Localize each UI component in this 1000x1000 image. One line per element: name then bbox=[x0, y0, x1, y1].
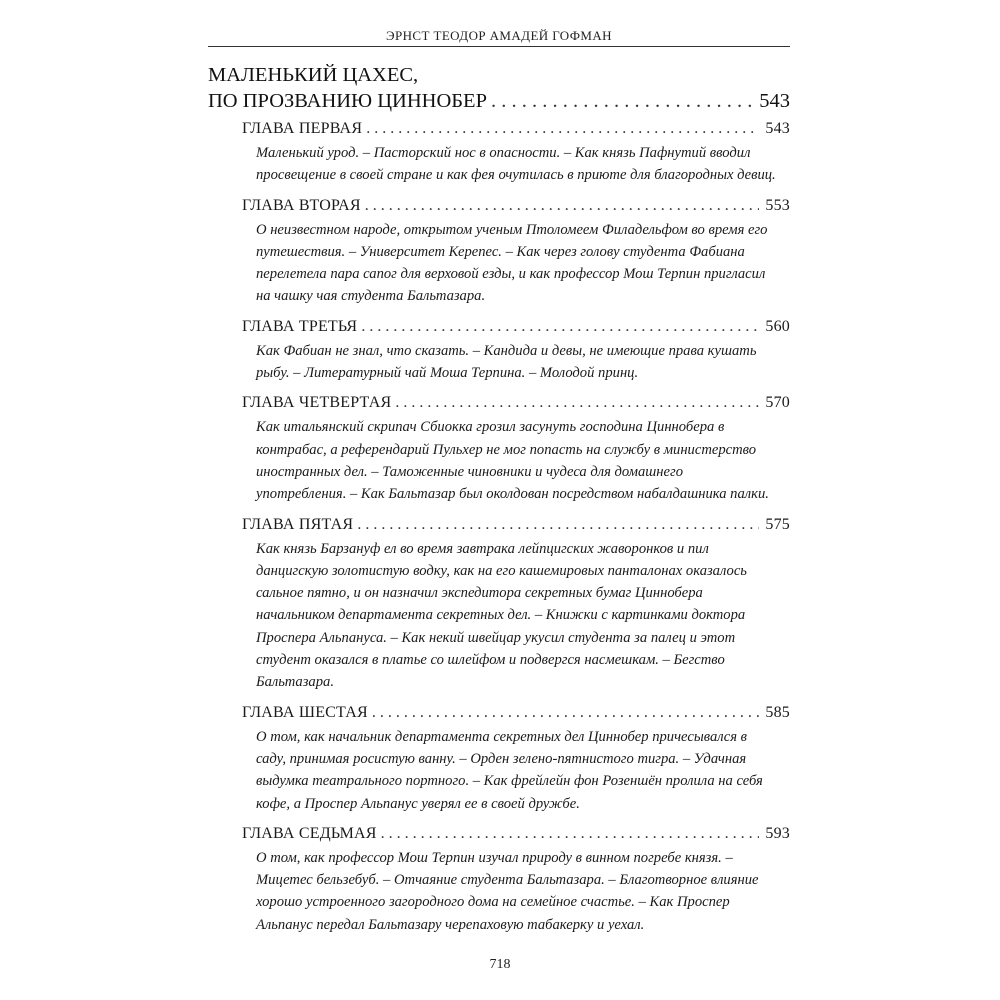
chapter-heading: ГЛАВА СЕДЬМАЯ bbox=[242, 824, 377, 842]
chapter-heading: ГЛАВА ПЕРВАЯ bbox=[242, 120, 363, 137]
work-page-number: 543 bbox=[759, 90, 790, 112]
dot-leader bbox=[365, 195, 760, 217]
chapter-heading: ГЛАВА ПЯТАЯ bbox=[242, 515, 354, 533]
dot-leader bbox=[357, 514, 759, 536]
page-number: 718 bbox=[489, 957, 511, 972]
chapter-description: О том, как профессор Мош Терпин изучал природу в винном погребе князя. – Мицетес бельзебуб. – Отчаяние студента Бальтазара. – Благотворное влияние хорошо устроенного загородного дома на семейное счастье. – Как Проспер Альпанус передал Бальтазару черепаховую табакерку и уехал. bbox=[256, 849, 759, 933]
chapter-entry bbox=[242, 195, 790, 308]
chapter-page-number: 560 bbox=[765, 317, 790, 335]
chapter-description: Как князь Барзануф ел во время завтрака лейпцигских жаворонков и пил данцигскую золотистую водку, как на его кашемировых панталонах оказалось сальное пятно, и он назначил экспедитора секретных бумаг Циннобера начальником департамента секретных дел. – Книжки с картинками доктора Проспера Альпануса. – Как некий швейцар укусил студента за палец и этот студент оказался в платье со шлейфом и подвергся насмешкам. – Бегство Бальтазара. bbox=[256, 540, 747, 691]
dot-leader bbox=[395, 392, 759, 414]
chapter-heading-row[interactable] bbox=[242, 702, 790, 724]
chapter-page-number: 543 bbox=[765, 120, 790, 137]
chapter-heading-row[interactable] bbox=[242, 118, 790, 140]
chapter-page-number: 585 bbox=[765, 703, 790, 721]
dot-leader bbox=[366, 118, 759, 140]
running-head: ЭРНСТ ТЕОДОР АМАДЕЙ ГОФМАН bbox=[386, 28, 612, 43]
chapter-heading-row[interactable] bbox=[242, 195, 790, 217]
dot-leader bbox=[491, 88, 753, 114]
chapter-entry bbox=[242, 392, 790, 505]
chapter-list bbox=[242, 118, 790, 936]
chapter-page-number: 575 bbox=[765, 515, 790, 533]
chapter-entry bbox=[242, 702, 790, 815]
chapter-description: Как Фабиан не знал, что сказать. – Кандида и девы, не имеющие права кушать рыбу. – Литературный чай Моша Терпина. – Молодой принц. bbox=[256, 342, 757, 382]
chapter-description: Маленький урод. – Пасторский нос в опасности. – Как князь Пафнутий вводил просвещение в своей стране и как фея очутилась в приюте для благородных девиц. bbox=[256, 145, 776, 184]
dot-leader bbox=[361, 316, 759, 338]
work-title-line-2: ПО ПРОЗВАНИЮ ЦИННОБЕР bbox=[208, 90, 487, 112]
chapter-description: О неизвестном народе, открытом ученым Птоломеем Филадельфом во время его путешествия. – Университет Керепес. – Как через голову студента Фабиана перелетела пара сапог для верховой езды, и как профессор Мош Терпин пригласил на чашку чая студента Бальтазара. bbox=[256, 221, 768, 305]
header-rule bbox=[208, 46, 790, 47]
chapter-heading-row[interactable] bbox=[242, 316, 790, 338]
chapter-heading: ГЛАВА ТРЕТЬЯ bbox=[242, 317, 358, 335]
chapter-page-number: 593 bbox=[765, 824, 790, 842]
chapter-page-number: 570 bbox=[765, 394, 790, 412]
work-title-entry[interactable] bbox=[208, 62, 790, 114]
chapter-heading: ГЛАВА ЧЕТВЕРТАЯ bbox=[242, 394, 392, 412]
chapter-heading-row[interactable] bbox=[242, 823, 790, 845]
chapter-description: Как итальянский скрипач Сбиокка грозил засунуть господина Циннобера в контрабас, а референдарий Пульхер не мог попасть на службу в министерство иностранных дел. – Таможенные чиновники и чудеса для домашнего употребления. – Как Бальтазар был околдован посредством набалдашника палки. bbox=[256, 419, 769, 503]
chapter-heading: ГЛАВА ВТОРАЯ bbox=[242, 196, 361, 214]
chapter-description: О том, как начальник департамента секретных дел Циннобер причесывался в саду, принимая росистую ванну. – Орден зелено-пятнистого тигра. – Удачная выдумка театрального портного. – Как фрейлейн фон Розеншён пролила на себя кофе, а Проспер Альпанус уверял ее в своей дружбе. bbox=[256, 728, 763, 812]
dot-leader bbox=[372, 702, 760, 724]
chapter-entry bbox=[242, 514, 790, 694]
chapter-entry bbox=[242, 823, 790, 936]
chapter-page-number: 553 bbox=[765, 196, 790, 214]
chapter-heading: ГЛАВА ШЕСТАЯ bbox=[242, 703, 368, 721]
chapter-entry bbox=[242, 118, 790, 187]
chapter-heading-row[interactable] bbox=[242, 392, 790, 414]
work-title-line-2-row bbox=[208, 88, 790, 114]
dot-leader bbox=[381, 823, 760, 845]
chapter-heading-row[interactable] bbox=[242, 514, 790, 536]
work-title-line-1: МАЛЕНЬКИЙ ЦАХЕС, bbox=[208, 64, 419, 86]
chapter-entry bbox=[242, 316, 790, 385]
